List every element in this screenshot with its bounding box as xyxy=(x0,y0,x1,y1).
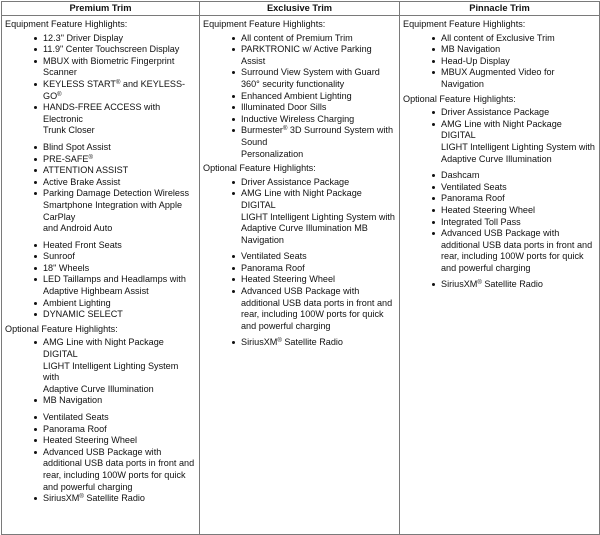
feature-group xyxy=(5,142,196,235)
feature-text: Active Brake Assist xyxy=(43,176,121,187)
feature-text: Parking Damage Detection Wireless xyxy=(43,188,190,199)
feature-text: SiriusXM® Satellite Radio xyxy=(441,279,543,290)
feature-text: additional USB data ports in front and xyxy=(241,297,393,308)
pinnacle-trim-column xyxy=(400,16,599,534)
feature-item xyxy=(203,188,396,246)
feature-text: 18" Wheels xyxy=(43,262,90,273)
feature-text: AMG Line with Night Package DIGITAL xyxy=(43,337,164,360)
feature-text: PRE-SAFE® xyxy=(43,153,93,164)
feature-text: All content of Premium Trim xyxy=(241,32,353,43)
feature-text: Enhanced Ambient Lighting xyxy=(241,90,352,101)
feature-text: CarPlay xyxy=(43,211,76,222)
feature-item xyxy=(203,337,396,349)
feature-text: MB Navigation xyxy=(43,395,103,406)
feature-item xyxy=(203,67,396,90)
feature-item xyxy=(203,44,396,67)
feature-item xyxy=(5,309,196,321)
feature-item xyxy=(403,193,596,205)
feature-item xyxy=(403,56,596,68)
feature-text: All content of Exclusive Trim xyxy=(441,32,555,43)
feature-item xyxy=(203,177,396,189)
feature-text: Panorama Roof xyxy=(43,423,107,434)
feature-item xyxy=(5,33,196,45)
feature-text: HANDS-FREE ACCESS with Electronic xyxy=(43,102,161,124)
optional-section xyxy=(203,163,396,349)
feature-item xyxy=(403,33,596,45)
feature-text: Sound xyxy=(241,136,268,147)
feature-item xyxy=(403,182,596,194)
feature-text: SiriusXM® Satellite Radio xyxy=(43,493,145,504)
feature-text: additional USB data ports in front and xyxy=(441,239,593,250)
feature-item xyxy=(403,67,596,90)
feature-text: Smartphone Integration with Apple xyxy=(43,199,183,210)
feature-group xyxy=(5,412,196,505)
feature-item xyxy=(5,240,196,252)
feature-text: Burmester® 3D Surround System with xyxy=(241,125,394,136)
feature-text: and Android Auto xyxy=(43,223,113,234)
feature-text: AMG Line with Night Package DIGITAL xyxy=(241,188,362,210)
feature-text: Inductive Wireless Charging xyxy=(241,113,355,124)
feature-item xyxy=(403,107,596,119)
feature-text: Head-Up Display xyxy=(441,55,510,66)
feature-text: AMG Line with Night Package DIGITAL xyxy=(441,118,562,141)
feature-text: Surround View System with Guard xyxy=(241,67,380,78)
feature-text: LIGHT Intelligent Lighting System with xyxy=(441,141,595,152)
feature-group xyxy=(403,33,596,91)
feature-group xyxy=(5,337,196,407)
feature-item xyxy=(5,154,196,166)
feature-item xyxy=(403,44,596,56)
feature-group xyxy=(203,177,396,247)
feature-item xyxy=(5,412,196,424)
optional-section xyxy=(5,324,196,505)
feature-text: and powerful charging xyxy=(241,320,331,331)
feature-item xyxy=(5,165,196,177)
premium-trim-header: Premium Trim xyxy=(2,2,200,16)
feature-item xyxy=(5,251,196,263)
feature-item xyxy=(203,286,396,332)
feature-text: Heated Front Seats xyxy=(43,239,122,250)
feature-item xyxy=(403,228,596,274)
feature-text: Heated Steering Wheel xyxy=(441,204,536,215)
feature-text: Ventilated Seats xyxy=(241,251,307,262)
feature-text: rear, including 100W ports for quick xyxy=(441,251,584,262)
feature-item xyxy=(203,114,396,126)
feature-group xyxy=(203,337,396,349)
feature-text: Driver Assistance Package xyxy=(241,176,350,187)
feature-text: MB Navigation xyxy=(441,44,501,55)
feature-item xyxy=(5,435,196,447)
section-heading: Optional Feature Highlights: xyxy=(403,93,516,104)
feature-text: Adaptive Highbeam Assist xyxy=(43,286,149,297)
feature-group xyxy=(403,279,596,291)
feature-group xyxy=(403,170,596,274)
feature-text: GO® xyxy=(43,90,62,101)
feature-text: Ventilated Seats xyxy=(441,181,507,192)
feature-text: and powerful charging xyxy=(43,481,133,492)
section-heading: Equipment Feature Highlights: xyxy=(403,19,526,29)
equipment-section xyxy=(403,19,596,91)
section-heading: Optional Feature Highlights: xyxy=(5,323,118,334)
feature-item xyxy=(5,142,196,154)
section-heading: Optional Feature Highlights: xyxy=(203,163,316,174)
section-heading: Equipment Feature Highlights: xyxy=(5,19,128,29)
feature-item xyxy=(5,79,196,102)
feature-item xyxy=(5,274,196,297)
feature-text: rear, including 100W ports for quick xyxy=(43,469,186,480)
feature-item xyxy=(5,493,196,505)
feature-text: 12.3" Driver Display xyxy=(43,32,124,43)
feature-item xyxy=(203,263,396,275)
optional-section xyxy=(403,94,596,292)
feature-text: Advanced USB Package with xyxy=(241,286,360,297)
feature-item xyxy=(203,251,396,263)
equipment-section xyxy=(5,19,196,321)
feature-item xyxy=(5,188,196,234)
feature-text: rear, including 100W ports for quick xyxy=(241,309,384,320)
feature-text: SiriusXM® Satellite Radio xyxy=(241,337,343,348)
feature-item xyxy=(5,177,196,189)
feature-item xyxy=(203,125,396,160)
feature-text: KEYLESS START® and KEYLESS- xyxy=(43,78,186,89)
feature-item xyxy=(203,33,396,45)
section-heading: Equipment Feature Highlights: xyxy=(203,19,326,29)
feature-item xyxy=(5,395,196,407)
pinnacle-trim-header: Pinnacle Trim xyxy=(400,2,599,16)
feature-text: Dashcam xyxy=(441,170,480,181)
feature-text: Heated Steering Wheel xyxy=(43,435,138,446)
feature-group xyxy=(403,107,596,165)
feature-text: Adaptive Curve Illumination xyxy=(43,383,154,394)
feature-item xyxy=(5,102,196,137)
feature-text: Advanced USB Package with xyxy=(441,228,560,239)
feature-group xyxy=(203,33,396,161)
feature-item xyxy=(403,119,596,165)
feature-item xyxy=(203,91,396,103)
exclusive-trim-column xyxy=(200,16,400,534)
feature-text: Scanner xyxy=(43,67,77,78)
feature-text: and powerful charging xyxy=(441,262,531,273)
feature-item xyxy=(403,170,596,182)
feature-group xyxy=(5,33,196,137)
feature-text: Panorama Roof xyxy=(441,193,505,204)
feature-item xyxy=(5,56,196,79)
feature-text: 360° security functionality xyxy=(241,78,345,89)
feature-text: Blind Spot Assist xyxy=(43,141,111,152)
feature-group xyxy=(203,251,396,332)
feature-text: Advanced USB Package with xyxy=(43,446,162,457)
feature-item xyxy=(5,424,196,436)
feature-item xyxy=(403,279,596,291)
feature-text: Adaptive Curve Illumination xyxy=(441,153,552,164)
feature-item xyxy=(5,447,196,493)
trim-comparison-table xyxy=(1,1,600,535)
feature-text: MBUX Augmented Video for xyxy=(441,67,555,78)
feature-text: Driver Assistance Package xyxy=(441,107,550,118)
feature-text: Personalization xyxy=(241,148,304,159)
feature-text: DYNAMIC SELECT xyxy=(43,309,123,320)
feature-item xyxy=(5,337,196,395)
feature-text: additional USB data ports in front and xyxy=(43,458,195,469)
feature-text: Panorama Roof xyxy=(241,262,305,273)
feature-text: Illuminated Door Sills xyxy=(241,102,327,113)
feature-item xyxy=(5,263,196,275)
feature-text: LED Taillamps and Headlamps with xyxy=(43,274,186,285)
feature-text: PARKTRONIC w/ Active Parking Assist xyxy=(241,44,372,66)
feature-text: ATTENTION ASSIST xyxy=(43,165,129,176)
feature-text: Ambient Lighting xyxy=(43,297,111,308)
feature-item xyxy=(5,44,196,56)
feature-text: Navigation xyxy=(441,78,484,89)
feature-item xyxy=(203,102,396,114)
feature-text: LIGHT Intelligent Lighting System with xyxy=(43,360,179,383)
feature-text: Integrated Toll Pass xyxy=(441,216,521,227)
feature-text: Ventilated Seats xyxy=(43,412,109,422)
feature-text: Sunroof xyxy=(43,251,75,262)
feature-text: Heated Steering Wheel xyxy=(241,274,336,285)
exclusive-trim-header: Exclusive Trim xyxy=(200,2,400,16)
equipment-section xyxy=(203,19,396,160)
feature-item xyxy=(403,217,596,229)
feature-text: Adaptive Curve Illumination MB xyxy=(241,223,368,234)
feature-text: Trunk Closer xyxy=(43,125,95,136)
premium-trim-column xyxy=(2,16,200,534)
feature-item xyxy=(403,205,596,217)
feature-group xyxy=(5,240,196,321)
feature-text: LIGHT Intelligent Lighting System with xyxy=(241,211,395,222)
feature-text: 11.9" Center Touchscreen Display xyxy=(43,44,180,55)
feature-text: MBUX with Biometric Fingerprint xyxy=(43,55,175,66)
feature-item xyxy=(5,298,196,310)
feature-text: Navigation xyxy=(241,234,284,245)
feature-item xyxy=(203,274,396,286)
